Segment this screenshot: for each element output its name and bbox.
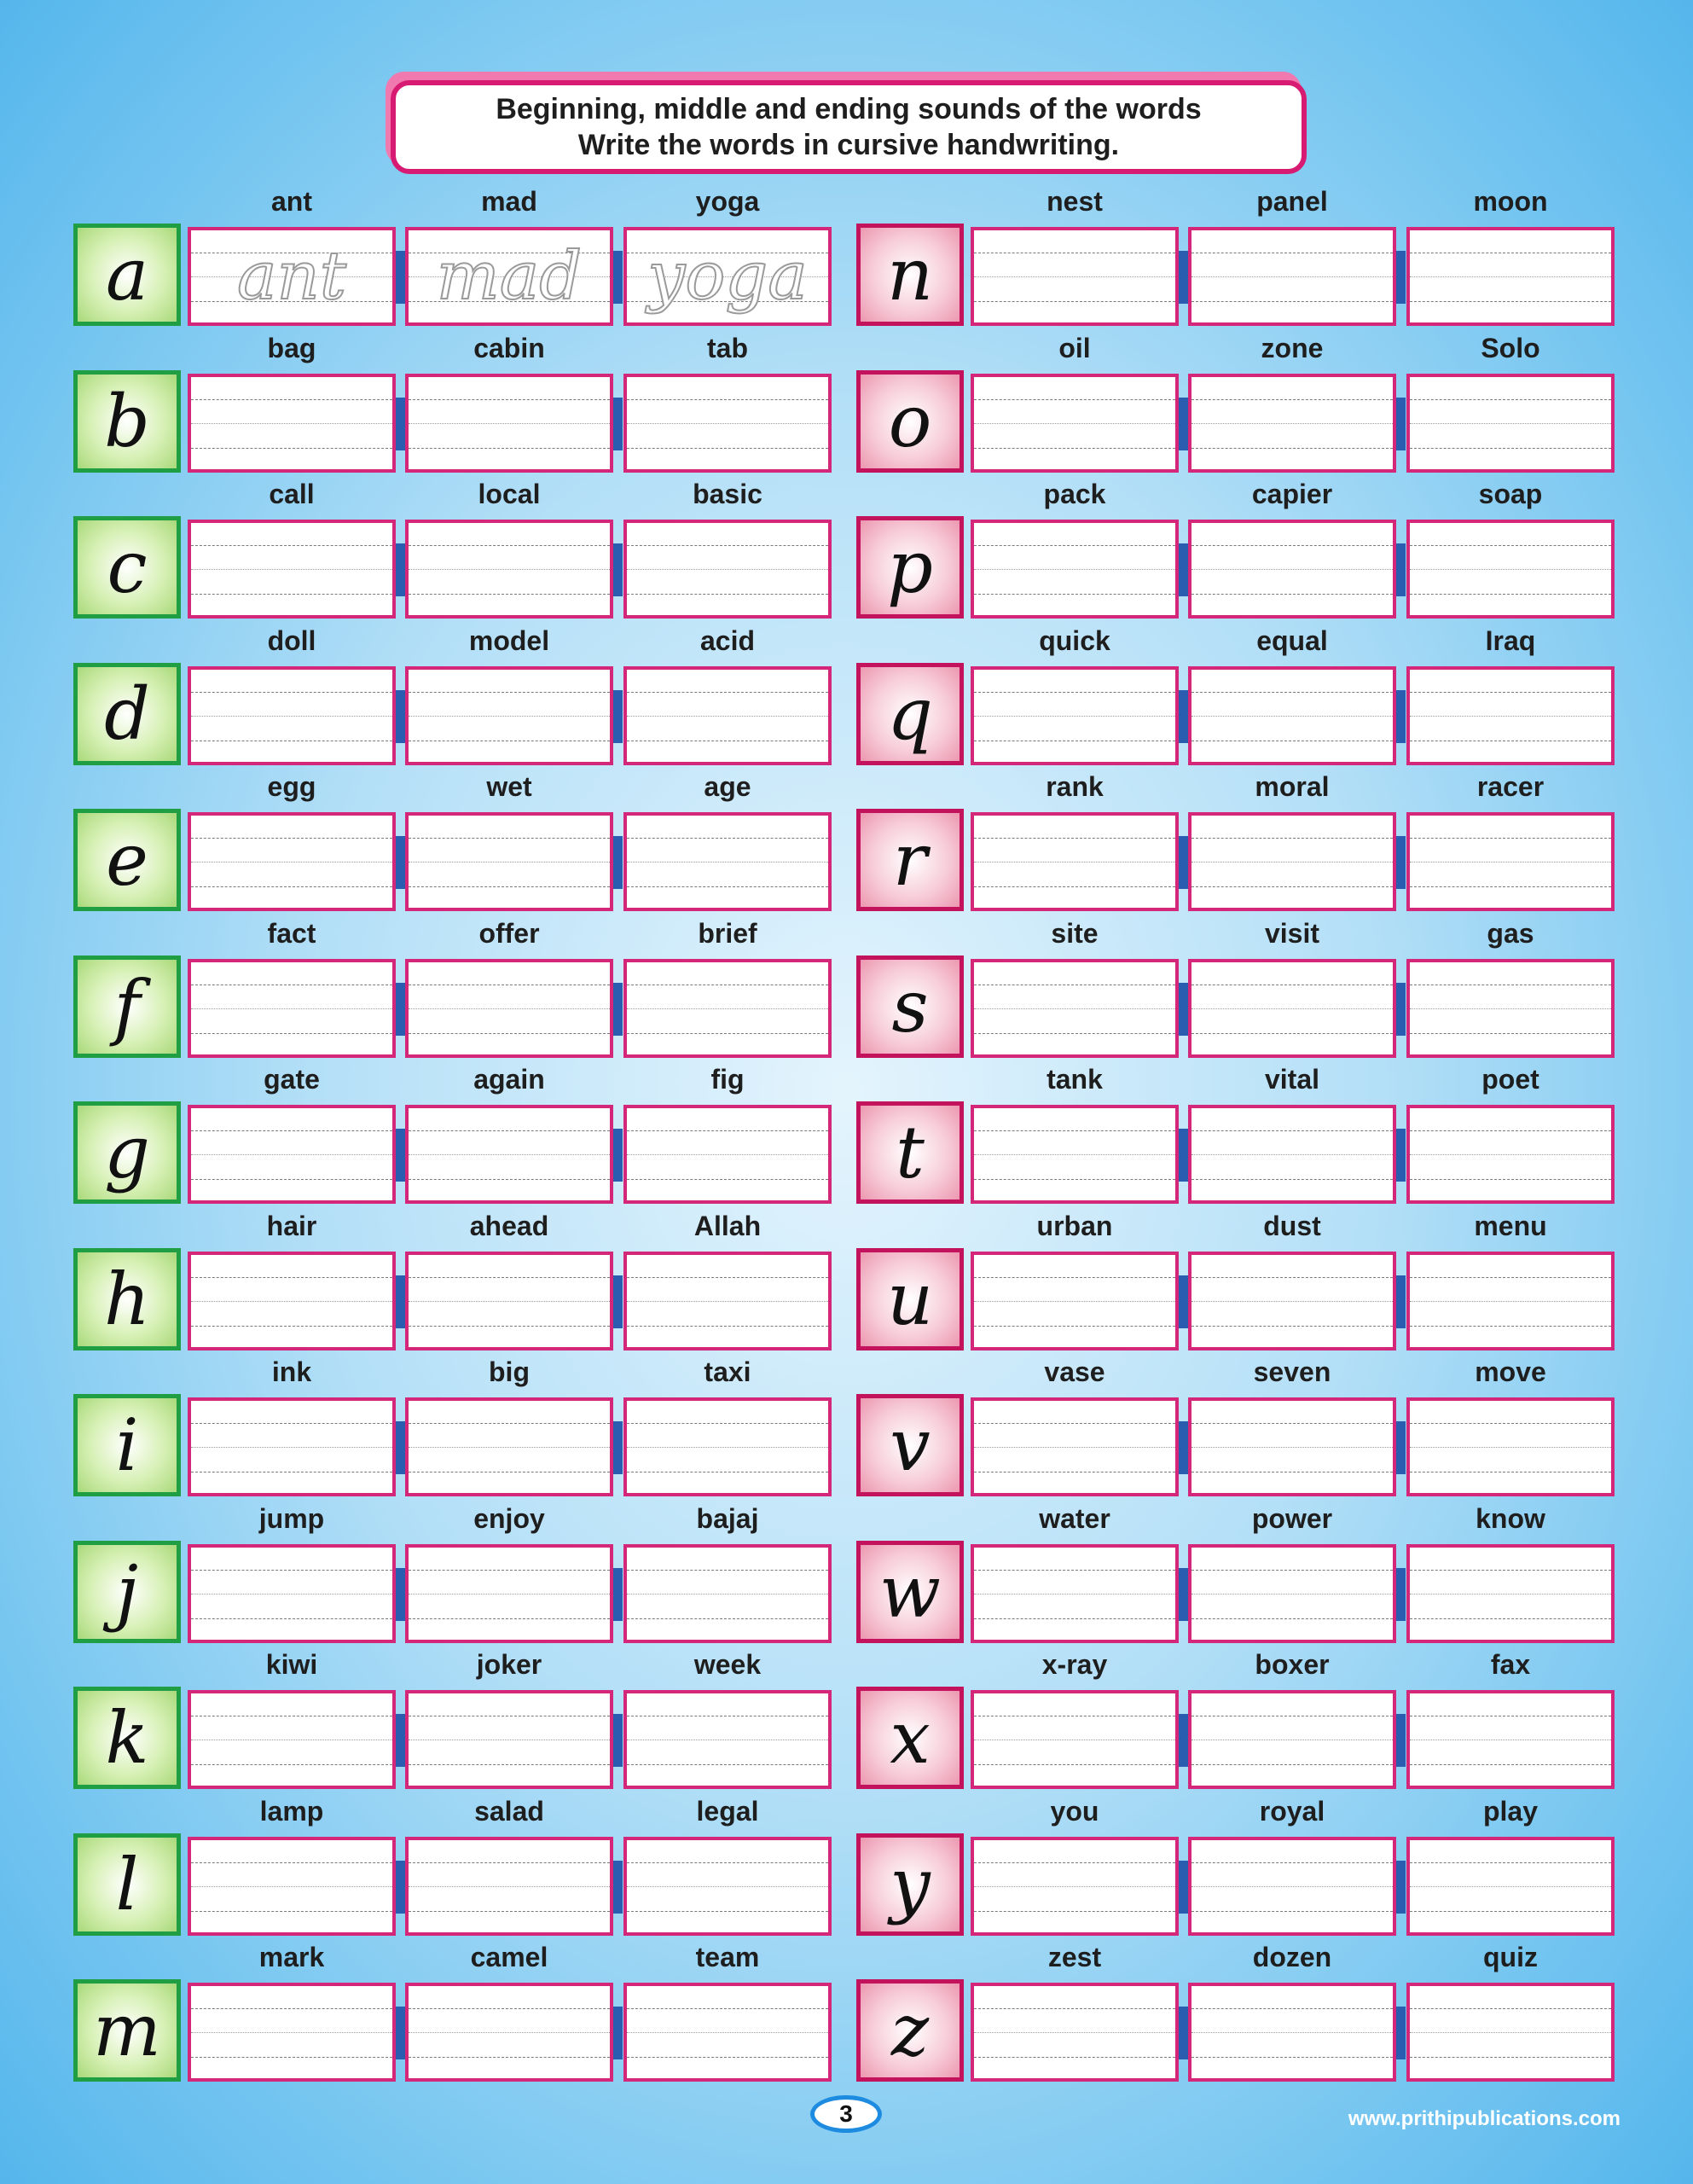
worksheet-row: [0, 916, 1693, 1061]
word-label: urban: [1036, 1210, 1113, 1241]
writing-box[interactable]: [1406, 1983, 1615, 2082]
letter-tile: [73, 809, 181, 911]
box-connector: [613, 1861, 623, 1914]
word-label: zest: [1047, 1942, 1102, 1972]
writing-box[interactable]: [1406, 1837, 1615, 1936]
writing-box[interactable]: [405, 812, 613, 911]
writing-box[interactable]: [1188, 520, 1396, 619]
word-label: move: [1475, 1356, 1546, 1387]
writing-box[interactable]: [623, 374, 832, 473]
writing-box[interactable]: [405, 1690, 613, 1789]
letter-tile: [856, 663, 964, 765]
writing-box[interactable]: [623, 1252, 832, 1350]
letter-tile: [73, 1248, 181, 1350]
writing-box[interactable]: [623, 1544, 832, 1643]
box-connector: [1179, 1568, 1188, 1621]
word-label: jump: [258, 1502, 325, 1534]
writing-box[interactable]: [1406, 1252, 1615, 1350]
box-connector: [396, 1714, 405, 1767]
cursive-letter: h: [103, 1257, 151, 1341]
letter-tile: [856, 1101, 964, 1204]
word-label: age: [704, 771, 751, 802]
word-label: offer: [478, 917, 540, 949]
word-label: capier: [1251, 479, 1333, 509]
traced-word: ant: [236, 238, 347, 315]
word-label: boxer: [1255, 1649, 1330, 1680]
box-connector: [613, 1421, 623, 1474]
writing-box[interactable]: [1406, 520, 1615, 619]
box-connector: [613, 1275, 623, 1328]
word-label: Iraq: [1485, 624, 1536, 656]
writing-box[interactable]: [1188, 959, 1396, 1058]
box-connector: [1396, 690, 1406, 743]
writing-box[interactable]: [623, 227, 832, 326]
worksheet-row: [0, 624, 1693, 769]
writing-box[interactable]: [405, 1544, 613, 1643]
word-label: bajaj: [696, 1502, 759, 1534]
box-connector: [613, 983, 623, 1036]
writing-box[interactable]: [1188, 374, 1396, 473]
word-label: wet: [486, 771, 532, 802]
box-connector: [1179, 1275, 1188, 1328]
letter-tile: [73, 1101, 181, 1204]
writing-box[interactable]: [405, 374, 613, 473]
box-connector: [1396, 2007, 1406, 2059]
cursive-letter: w: [879, 1549, 941, 1634]
letter-tile: [73, 1541, 181, 1643]
box-connector: [1396, 251, 1406, 304]
writing-box[interactable]: [188, 374, 396, 473]
word-label: equal: [1256, 624, 1328, 656]
word-label: kiwi: [265, 1649, 318, 1680]
writing-box[interactable]: [971, 959, 1179, 1058]
word-label: quick: [1039, 624, 1110, 656]
writing-box[interactable]: [405, 1105, 613, 1204]
writing-box[interactable]: [971, 1397, 1179, 1496]
word-label: fax: [1490, 1649, 1531, 1680]
writing-box[interactable]: [1188, 1397, 1396, 1496]
writing-box[interactable]: [1188, 1252, 1396, 1350]
cursive-letter: y: [890, 1842, 931, 1926]
writing-box[interactable]: [405, 1397, 613, 1496]
writing-box[interactable]: [188, 1252, 396, 1350]
writing-box[interactable]: [1406, 812, 1615, 911]
writing-box[interactable]: [623, 1690, 832, 1789]
word-label: acid: [699, 624, 756, 656]
writing-box[interactable]: [623, 959, 832, 1058]
box-connector: [1179, 2007, 1188, 2059]
writing-box[interactable]: [188, 812, 396, 911]
word-label: cabin: [473, 332, 545, 363]
word-label: seven: [1253, 1356, 1331, 1387]
word-label: gas: [1487, 917, 1534, 949]
word-label: mad: [481, 186, 537, 217]
letter-tile: [856, 516, 964, 619]
word-label: vital: [1264, 1064, 1320, 1095]
cursive-letter: q: [887, 671, 933, 756]
word-label: week: [693, 1649, 762, 1680]
writing-box[interactable]: [623, 1397, 832, 1496]
writing-box[interactable]: [971, 374, 1179, 473]
cursive-letter: r: [892, 818, 928, 902]
box-connector: [613, 836, 623, 889]
letter-tile: [73, 1687, 181, 1789]
box-connector: [1396, 1421, 1406, 1474]
word-label: panel: [1256, 186, 1328, 217]
word-label: enjoy: [473, 1502, 545, 1534]
box-connector: [1396, 398, 1406, 450]
writing-box[interactable]: [971, 1252, 1179, 1350]
writing-box[interactable]: [971, 812, 1179, 911]
box-connector: [1396, 836, 1406, 889]
word-label: moon: [1473, 186, 1548, 217]
writing-box[interactable]: [1188, 227, 1396, 326]
word-label: tab: [707, 332, 748, 363]
writing-box[interactable]: [971, 1983, 1179, 2082]
word-label: vase: [1044, 1356, 1105, 1387]
cursive-letter: s: [891, 964, 929, 1048]
worksheet-row: [0, 1062, 1693, 1207]
word-label: moral: [1255, 771, 1330, 802]
letter-tile: [856, 1541, 964, 1643]
cursive-letter: g: [104, 1111, 150, 1194]
box-connector: [1179, 398, 1188, 450]
cursive-letter: u: [886, 1257, 934, 1341]
box-connector: [1179, 251, 1188, 304]
worksheet-row: [0, 1794, 1693, 1939]
cursive-letter: n: [886, 233, 934, 317]
title-line-2: Write the words in cursive handwriting.: [577, 129, 1120, 161]
word-label: fact: [267, 917, 316, 949]
letter-tile: [856, 1833, 964, 1936]
word-label: Allah: [693, 1210, 762, 1241]
word-label: lamp: [259, 1795, 324, 1827]
word-label: egg: [267, 771, 316, 802]
writing-box[interactable]: [1188, 1544, 1396, 1643]
cursive-letter: e: [106, 818, 148, 902]
writing-box[interactable]: [405, 227, 613, 326]
writing-box[interactable]: [623, 1983, 832, 2082]
writing-box[interactable]: [1188, 1837, 1396, 1936]
writing-box[interactable]: [1188, 1690, 1396, 1789]
word-label: bag: [267, 332, 316, 363]
title-line-1: Beginning, middle and ending sounds of the words: [496, 93, 1202, 125]
box-connector: [613, 690, 623, 743]
letter-tile: [856, 956, 964, 1058]
cursive-letter: c: [107, 526, 148, 609]
cursive-letter: x: [890, 1696, 931, 1780]
writing-box[interactable]: [1406, 1690, 1615, 1789]
worksheet-row: [0, 184, 1693, 329]
worksheet-row: [0, 1502, 1693, 1647]
letter-tile: [856, 809, 964, 911]
word-label: soap: [1478, 479, 1543, 509]
writing-box[interactable]: [623, 812, 832, 911]
writing-box[interactable]: [623, 666, 832, 765]
word-label: local: [478, 479, 541, 509]
box-connector: [396, 836, 405, 889]
box-connector: [396, 983, 405, 1036]
box-connector: [613, 251, 623, 304]
box-connector: [1396, 543, 1406, 596]
writing-box[interactable]: [188, 520, 396, 619]
writing-box[interactable]: [188, 1837, 396, 1936]
worksheet-row: [0, 1647, 1693, 1792]
box-connector: [396, 398, 405, 450]
word-label: mark: [258, 1942, 325, 1972]
box-connector: [1179, 543, 1188, 596]
word-label: ant: [271, 186, 312, 217]
writing-box[interactable]: [188, 1983, 396, 2082]
letter-tile: [73, 516, 181, 619]
worksheet-row: [0, 1209, 1693, 1354]
writing-box[interactable]: [1188, 666, 1396, 765]
word-label: menu: [1474, 1210, 1547, 1241]
worksheet-row: [0, 1355, 1693, 1500]
letter-tile: [73, 663, 181, 765]
box-connector: [396, 1421, 405, 1474]
writing-box[interactable]: [405, 959, 613, 1058]
writing-box[interactable]: [188, 666, 396, 765]
cursive-letter: j: [115, 1549, 139, 1634]
word-label: dozen: [1252, 1942, 1332, 1972]
cursive-letter: l: [115, 1842, 139, 1926]
writing-box[interactable]: [405, 520, 613, 619]
writing-box[interactable]: [188, 227, 396, 326]
letter-tile: [856, 1248, 964, 1350]
box-connector: [1179, 690, 1188, 743]
writing-box[interactable]: [405, 1837, 613, 1936]
writing-box[interactable]: [971, 520, 1179, 619]
word-label: rank: [1046, 771, 1104, 802]
writing-box[interactable]: [405, 666, 613, 765]
box-connector: [1396, 1275, 1406, 1328]
cursive-letter: d: [104, 671, 150, 756]
box-connector: [1179, 1129, 1188, 1182]
box-connector: [1396, 1714, 1406, 1767]
box-connector: [396, 251, 405, 304]
word-label: zone: [1261, 332, 1324, 363]
letter-tile: [73, 1833, 181, 1936]
writing-box[interactable]: [1406, 227, 1615, 326]
writing-box[interactable]: [1406, 1105, 1615, 1204]
writing-box[interactable]: [971, 1105, 1179, 1204]
word-label: x-ray: [1041, 1649, 1108, 1680]
letter-tile: [856, 1979, 964, 2082]
writing-box[interactable]: [971, 1690, 1179, 1789]
letter-tile: [856, 224, 964, 326]
word-label: quiz: [1483, 1942, 1538, 1972]
cursive-letter: i: [115, 1403, 139, 1487]
box-connector: [1396, 1568, 1406, 1621]
word-label: Solo: [1481, 332, 1540, 363]
word-label: team: [695, 1942, 760, 1972]
box-connector: [396, 2007, 405, 2059]
writing-box[interactable]: [1406, 666, 1615, 765]
word-label: racer: [1476, 771, 1545, 802]
box-connector: [396, 543, 405, 596]
box-connector: [396, 690, 405, 743]
word-label: pack: [1043, 479, 1106, 509]
box-connector: [1179, 1861, 1188, 1914]
writing-box[interactable]: [188, 1690, 396, 1789]
word-label: legal: [696, 1795, 759, 1827]
box-connector: [613, 398, 623, 450]
box-connector: [1396, 1129, 1406, 1182]
word-label: camel: [470, 1942, 548, 1972]
box-connector: [1179, 1421, 1188, 1474]
writing-box[interactable]: [188, 959, 396, 1058]
word-label: basic: [693, 479, 762, 509]
cursive-letter: p: [887, 526, 933, 609]
letter-tile: [73, 224, 181, 326]
box-connector: [613, 543, 623, 596]
letter-tile: [856, 1687, 964, 1789]
word-label: again: [473, 1064, 545, 1095]
letter-tile: [73, 370, 181, 473]
word-label: call: [269, 479, 315, 509]
word-label: brief: [698, 917, 757, 949]
writing-box[interactable]: [1406, 1397, 1615, 1496]
letter-tile: [73, 1979, 181, 2082]
writing-box[interactable]: [971, 227, 1179, 326]
box-connector: [1396, 983, 1406, 1036]
worksheet-row: [0, 331, 1693, 476]
word-label: power: [1251, 1502, 1333, 1534]
word-label: salad: [474, 1795, 544, 1827]
word-label: tank: [1047, 1064, 1103, 1095]
word-label: know: [1476, 1502, 1545, 1534]
cursive-letter: z: [890, 1989, 930, 2072]
word-label: model: [468, 624, 550, 656]
writing-box[interactable]: [623, 1105, 832, 1204]
letter-tile: [856, 1394, 964, 1496]
word-label: joker: [476, 1649, 542, 1680]
word-label: visit: [1264, 917, 1320, 949]
cursive-letter: m: [93, 1989, 161, 2072]
box-connector: [1179, 836, 1188, 889]
box-connector: [396, 1568, 405, 1621]
word-label: oil: [1058, 332, 1091, 363]
writing-box[interactable]: [188, 1397, 396, 1496]
cursive-letter: o: [888, 379, 932, 463]
box-connector: [396, 1861, 405, 1914]
word-label: you: [1050, 1795, 1099, 1827]
word-label: hair: [266, 1210, 317, 1241]
cursive-letter: k: [105, 1696, 149, 1780]
box-connector: [613, 1568, 623, 1621]
box-connector: [396, 1275, 405, 1328]
word-label: ahead: [469, 1210, 549, 1241]
letter-tile: [73, 956, 181, 1058]
word-label: yoga: [695, 186, 760, 217]
worksheet-row: [0, 1940, 1693, 2085]
word-label: taxi: [704, 1356, 751, 1387]
word-label: nest: [1047, 186, 1103, 217]
word-label: site: [1051, 917, 1099, 949]
writing-box[interactable]: [1406, 1544, 1615, 1643]
traced-word: mad: [436, 238, 583, 315]
cursive-letter: t: [896, 1111, 925, 1194]
worksheet-row: [0, 477, 1693, 622]
writing-box[interactable]: [405, 1252, 613, 1350]
page-number: 3: [810, 2095, 882, 2133]
word-label: royal: [1259, 1795, 1325, 1827]
cursive-letter: a: [105, 233, 149, 317]
writing-box[interactable]: [971, 666, 1179, 765]
word-label: ink: [271, 1356, 312, 1387]
website-url: www.prithipublications.com: [1348, 2107, 1621, 2130]
writing-box[interactable]: [623, 1837, 832, 1936]
writing-box[interactable]: [1406, 959, 1615, 1058]
cursive-letter: v: [890, 1403, 931, 1487]
word-label: fig: [710, 1064, 745, 1095]
word-label: water: [1039, 1502, 1110, 1534]
word-label: doll: [267, 624, 316, 656]
box-connector: [613, 1129, 623, 1182]
word-label: play: [1482, 1795, 1539, 1827]
writing-box[interactable]: [971, 1544, 1179, 1643]
worksheet-row: [0, 770, 1693, 915]
box-connector: [1179, 1714, 1188, 1767]
box-connector: [1179, 983, 1188, 1036]
writing-box[interactable]: [188, 1105, 396, 1204]
writing-box[interactable]: [188, 1544, 396, 1643]
word-label: gate: [264, 1064, 320, 1095]
box-connector: [613, 1714, 623, 1767]
cursive-letter: b: [104, 379, 150, 463]
word-label: big: [489, 1356, 530, 1387]
writing-box[interactable]: [1188, 812, 1396, 911]
traced-word: yoga: [647, 238, 808, 315]
writing-box[interactable]: [623, 520, 832, 619]
writing-box[interactable]: [971, 1837, 1179, 1936]
writing-box[interactable]: [1406, 374, 1615, 473]
word-label: poet: [1481, 1064, 1539, 1095]
letter-tile: [73, 1394, 181, 1496]
writing-box[interactable]: [1188, 1983, 1396, 2082]
word-label: dust: [1263, 1210, 1321, 1241]
letter-tile: [856, 370, 964, 473]
box-connector: [1396, 1861, 1406, 1914]
box-connector: [613, 2007, 623, 2059]
box-connector: [396, 1129, 405, 1182]
cursive-letter: f: [113, 964, 141, 1048]
writing-box[interactable]: [1188, 1105, 1396, 1204]
writing-box[interactable]: [405, 1983, 613, 2082]
